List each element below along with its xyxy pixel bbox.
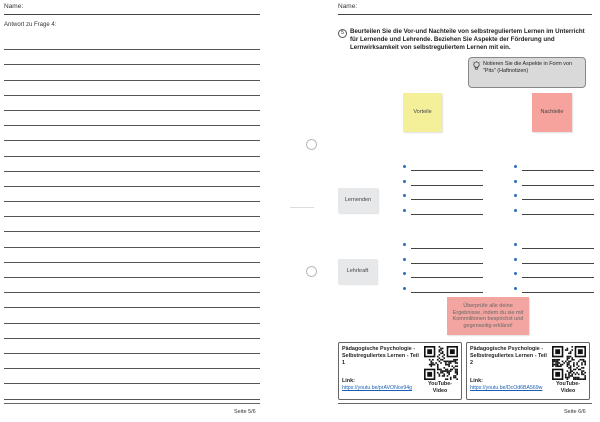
bullet-dot [403, 272, 406, 275]
answer-line[interactable] [4, 278, 260, 293]
link-label: Link: [470, 378, 483, 384]
page-number: Seite 6/6 [564, 409, 586, 415]
postit-vorteile[interactable]: Vorteile [403, 93, 442, 132]
bullet-row[interactable] [514, 240, 594, 255]
bullet-dot [514, 287, 517, 290]
answer-line[interactable] [4, 157, 260, 172]
bullet-row[interactable] [403, 177, 483, 192]
postit-nachteile[interactable]: Nachteile [532, 93, 572, 132]
bullet-line[interactable] [411, 199, 483, 200]
bullet-row[interactable] [514, 284, 594, 299]
bullet-row[interactable] [403, 240, 483, 255]
bullet-row[interactable] [403, 162, 483, 177]
fold-mark [290, 207, 314, 208]
bullet-line[interactable] [411, 214, 483, 215]
bullet-line[interactable] [411, 292, 483, 293]
answer-lines[interactable] [4, 35, 260, 400]
qr-code-icon [424, 346, 458, 380]
answer-line[interactable] [4, 202, 260, 217]
bullet-dot [514, 180, 517, 183]
hint-box [468, 57, 586, 88]
footer-rule [338, 403, 592, 404]
answer-line[interactable] [4, 111, 260, 126]
video-link[interactable]: https://youtu.be/DcOd6BA569w [470, 385, 543, 391]
bullet-line[interactable] [522, 248, 594, 249]
bullet-dot [514, 272, 517, 275]
bullet-row[interactable] [403, 255, 483, 270]
answer-line[interactable] [4, 324, 260, 339]
bullet-line[interactable] [411, 277, 483, 278]
answer-line[interactable] [4, 141, 260, 156]
bullet-dot [514, 209, 517, 212]
name-label: Name: [4, 3, 24, 10]
bullet-dot [514, 165, 517, 168]
bullet-dot [403, 165, 406, 168]
video-caption: YouTube-Video [427, 381, 453, 394]
postit-lehrkraft[interactable]: Lehrkraft [338, 259, 377, 284]
lightbulb-icon [472, 61, 481, 71]
answer-line[interactable] [4, 172, 260, 187]
bullet-dot [514, 243, 517, 246]
answer-line[interactable] [4, 293, 260, 308]
bullet-row[interactable] [403, 269, 483, 284]
bullets-lehrkraft-vorteile[interactable] [403, 240, 483, 298]
postit-lernende[interactable]: Lernenden [338, 188, 378, 213]
answer-line[interactable] [4, 126, 260, 141]
page-right [290, 0, 600, 422]
bullets-lehrkraft-nachteile[interactable] [514, 240, 594, 298]
bullet-dot [514, 194, 517, 197]
bullet-row[interactable] [403, 206, 483, 221]
bullet-row[interactable] [514, 177, 594, 192]
answer-line[interactable] [4, 35, 260, 50]
bullet-line[interactable] [522, 263, 594, 264]
link-label: Link: [342, 378, 355, 384]
answer-line[interactable] [4, 263, 260, 278]
answer-line[interactable] [4, 232, 260, 247]
bullet-row[interactable] [514, 206, 594, 221]
answer-line[interactable] [4, 384, 260, 399]
bullet-row[interactable] [403, 191, 483, 206]
bullet-line[interactable] [522, 292, 594, 293]
qr-code-icon [552, 346, 586, 380]
bullet-dot [403, 258, 406, 261]
bullet-line[interactable] [411, 185, 483, 186]
answer-line[interactable] [4, 96, 260, 111]
footer-rule [4, 403, 260, 404]
answer-line[interactable] [4, 339, 260, 354]
task-text: Beurteilen Sie die Vor-und Nachteile von selbstreguliertem Lernen im Unterricht für Lernende und Lehrende. Beziehen Sie Aspekte der Förderung und Lernwirksamkeit von selbstreguliertem Lernen mit ein. [350, 28, 585, 51]
video-title: Pädagogische Psychologie - Selbstreguliertes Lernen - Teil 1 [342, 346, 419, 366]
bullet-row[interactable] [514, 162, 594, 177]
video-card-2 [466, 342, 590, 400]
review-note: Überprüfe alle deine Ergebnisse, indem du sie mit Kommilitonen besprichst und gegenseitig erklärst! [447, 297, 529, 335]
bullet-dot [403, 243, 406, 246]
name-line[interactable] [338, 14, 592, 15]
page-number: Seite 5/6 [234, 409, 256, 415]
answer-line[interactable] [4, 248, 260, 263]
bullet-line[interactable] [411, 263, 483, 264]
answer-line[interactable] [4, 65, 260, 80]
video-title: Pädagogische Psychologie - Selbstreguliertes Lernen - Teil 2 [470, 346, 547, 366]
answer-line[interactable] [4, 369, 260, 384]
bullet-dot [514, 258, 517, 261]
bullet-line[interactable] [522, 214, 594, 215]
bullet-row[interactable] [514, 191, 594, 206]
answer-line[interactable] [4, 187, 260, 202]
bullet-dot [403, 180, 406, 183]
bullet-row[interactable] [403, 284, 483, 299]
bullet-line[interactable] [522, 199, 594, 200]
bullet-line[interactable] [411, 248, 483, 249]
bullet-dot [403, 209, 406, 212]
bullets-lernende-vorteile[interactable] [403, 162, 483, 220]
punch-hole [306, 266, 317, 277]
video-link[interactable]: https://youtu.be/prAVONox94g [342, 385, 412, 391]
name-label: Name: [338, 3, 358, 10]
answer-line[interactable] [4, 354, 260, 369]
answer-line[interactable] [4, 308, 260, 323]
hint-text: Notieren Sie die Aspekte in Form von "Pits" (Haftnotizen) [483, 61, 572, 74]
bullet-dot [403, 194, 406, 197]
bullet-dot [403, 287, 406, 290]
video-card-1 [338, 342, 462, 400]
video-caption: YouTube-Video [555, 381, 581, 394]
answer-line[interactable] [4, 217, 260, 232]
question-label: Antwort zu Frage 4: [4, 22, 57, 28]
answer-line[interactable] [4, 81, 260, 96]
bullet-line[interactable] [522, 277, 594, 278]
bullet-line[interactable] [522, 170, 594, 171]
bullet-line[interactable] [522, 185, 594, 186]
page-left [0, 0, 290, 422]
task-number-badge: 5 [338, 29, 347, 38]
answer-line[interactable] [4, 50, 260, 65]
bullet-row[interactable] [514, 269, 594, 284]
bullet-row[interactable] [514, 255, 594, 270]
name-line[interactable] [4, 14, 260, 15]
punch-hole [306, 139, 317, 150]
bullets-lernende-nachteile[interactable] [514, 162, 594, 220]
bullet-line[interactable] [411, 170, 483, 171]
